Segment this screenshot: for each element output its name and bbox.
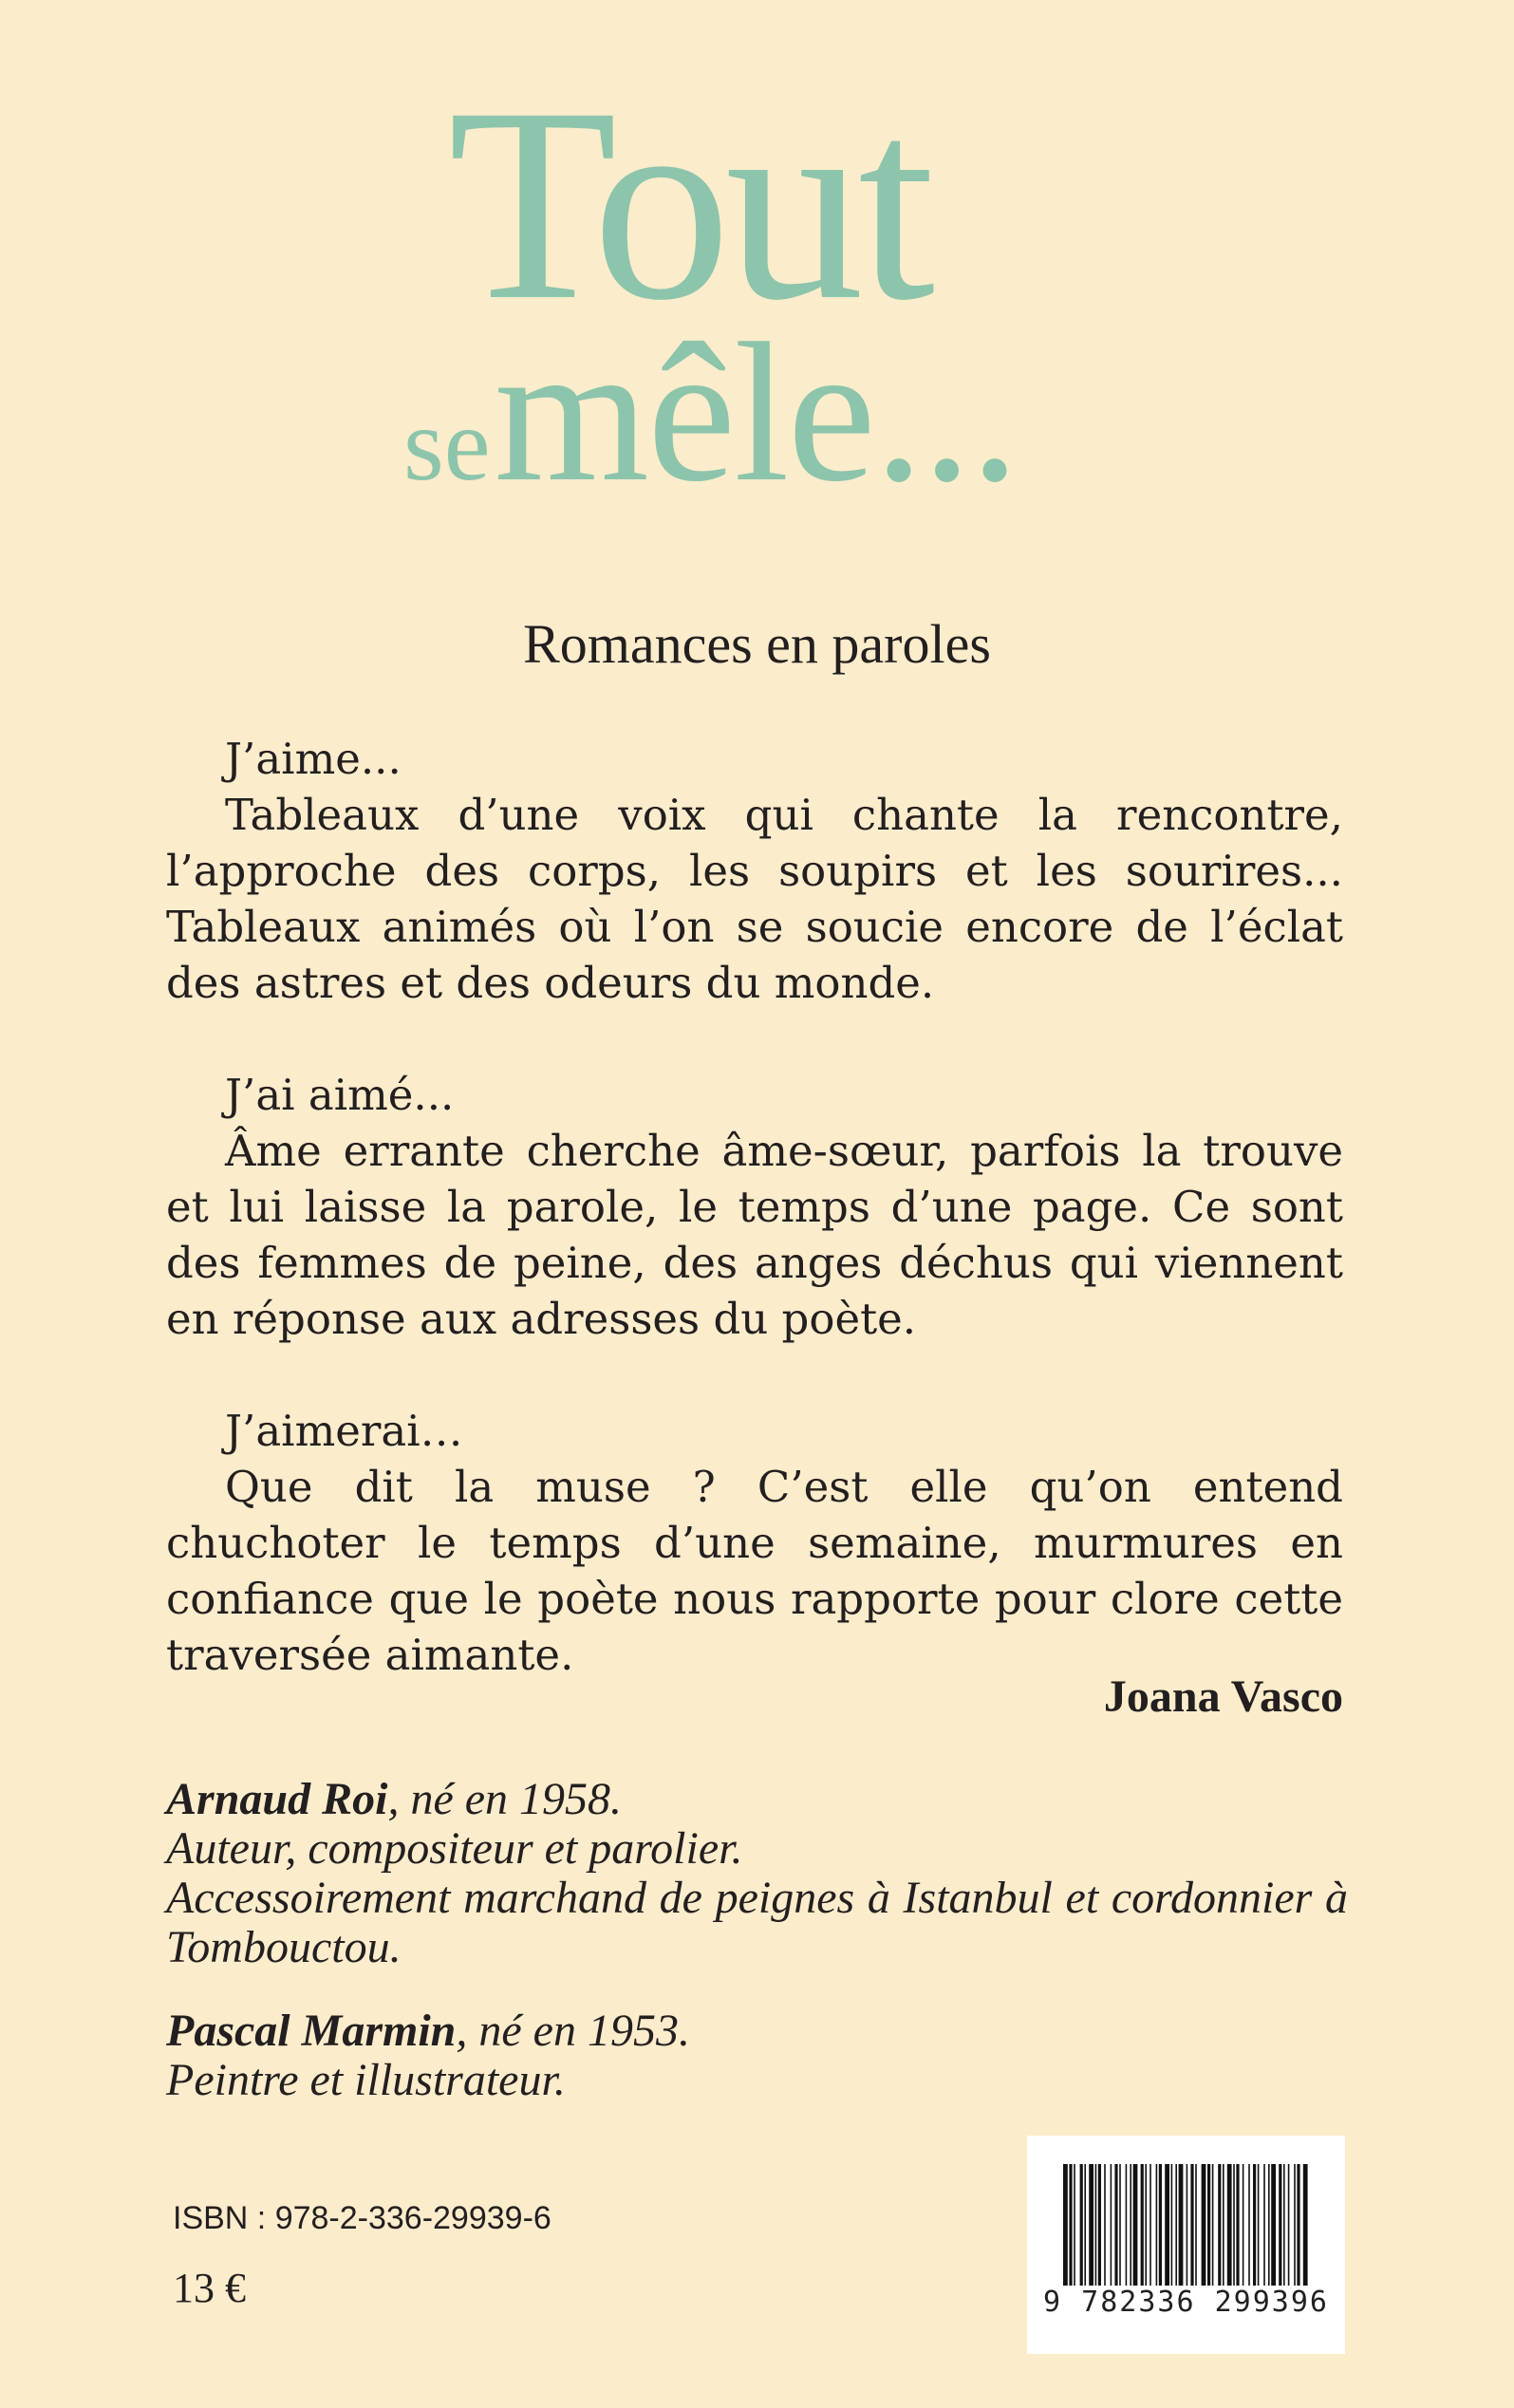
- blurb-body: Âme errante cherche âme-sœur, parfois la trouve et lui laisse la parole, le temps d’une page. Ce sont des femmes de peine, des anges déchus qui viennent en réponse aux adresses du poète.: [166, 1126, 1343, 1344]
- blurb-section-3: [166, 1403, 1343, 1683]
- blurb-section-1: [166, 731, 1343, 1011]
- author-name: Pascal Marmin: [166, 2006, 457, 2056]
- book-title-se: se: [403, 386, 491, 502]
- price-text: 13 €: [173, 2265, 246, 2311]
- barcode-bars: [1063, 2164, 1310, 2286]
- author-born: , né en 1953.: [456, 2006, 690, 2056]
- blurb-body: Que dit la muse ? C’est elle qu’on entend chuchoter le temps d’une semaine, murmures en confiance que le poète nous rapporte pour clore cette traversée aimante.: [166, 1462, 1343, 1680]
- author-bio-line: Auteur, compositeur et parolier.: [166, 1823, 743, 1874]
- blurb-lead: J’aimerai…: [225, 1406, 463, 1456]
- blurb-section-2: [166, 1067, 1343, 1347]
- barcode-digits: 9 782336 299396: [1043, 2286, 1329, 2319]
- author-bio-line: Accessoirement marchand de peignes à Istanbul et cordonnier à Tombouctou.: [166, 1873, 1348, 1972]
- book-title-mele: mêle...: [494, 303, 1019, 523]
- book-subtitle: Romances en paroles: [523, 613, 991, 675]
- barcode: [1027, 2136, 1345, 2354]
- author-bio-line: Peintre et illustrateur.: [166, 2055, 566, 2105]
- author-bio-2: [166, 2007, 1348, 2105]
- blurb-signature: Joana Vasco: [1103, 1671, 1343, 1722]
- book-title-line-1: Tout: [448, 51, 930, 358]
- author-bio-1: [166, 1775, 1348, 1972]
- blurb-lead: J’aime...: [225, 734, 402, 784]
- isbn-text: ISBN : 978-2-336-29939-6: [173, 2200, 551, 2236]
- blurb-lead: J’ai aimé...: [225, 1070, 455, 1120]
- blurb-body: Tableaux d’une voix qui chante la rencontre, l’approche des corps, les soupirs et les sourires... Tableaux animés où l’on se soucie encore de l’éclat des astres et des odeurs du monde.: [166, 790, 1343, 1008]
- author-name: Arnaud Roi: [166, 1774, 388, 1824]
- author-born: , né en 1958.: [387, 1774, 623, 1824]
- book-title-line-2: [403, 303, 1019, 523]
